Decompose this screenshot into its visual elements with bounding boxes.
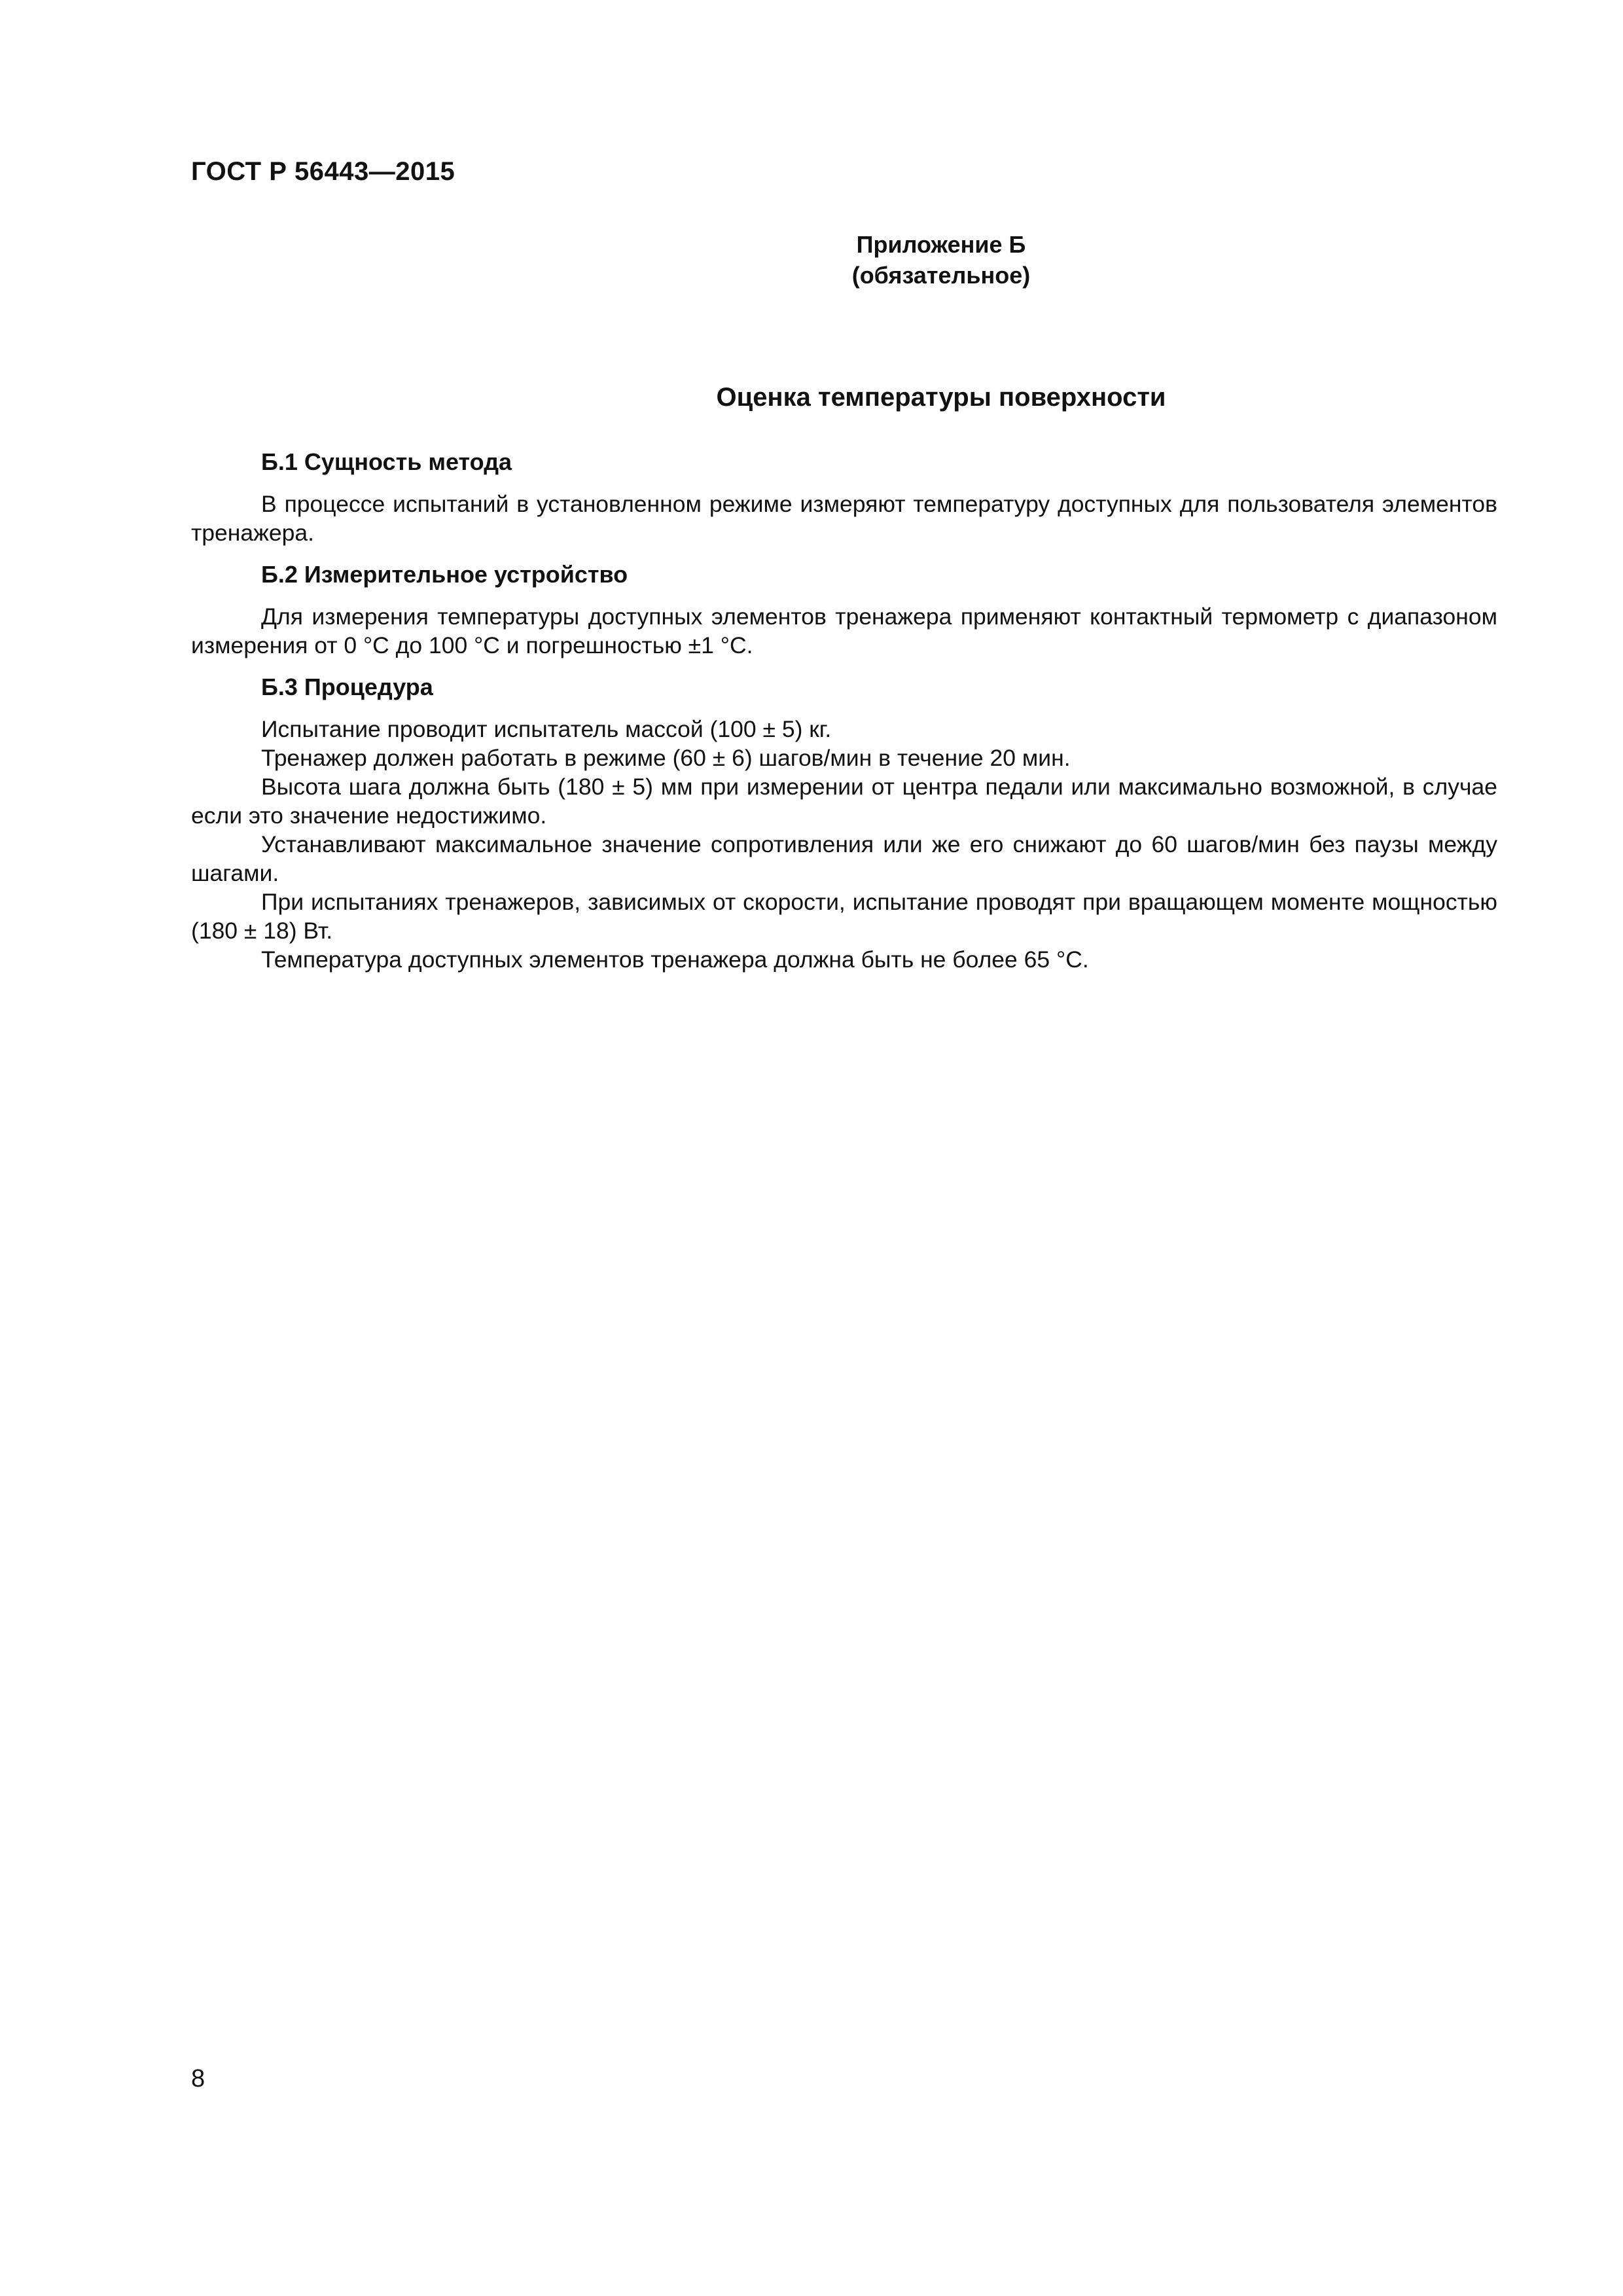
section-paragraph: В процессе испытаний в установленном режиме измеряют температуру доступных для пользователя элементов тренажера.: [191, 491, 1497, 546]
appendix-block: [191, 229, 1500, 291]
section-heading: Б.1 Сущность метода: [261, 448, 512, 475]
page-number: 8: [191, 2065, 205, 2092]
section-paragraph: При испытаниях тренажеров, зависимых от скорости, испытание проводят при вращающем моменте мощностью (180 ± 18) Вт.: [191, 889, 1497, 944]
section-heading: Б.2 Измерительное устройство: [261, 561, 628, 588]
section-b1: [191, 448, 1497, 547]
appendix-title: Приложение Б: [856, 231, 1026, 258]
document-standard-header: ГОСТ Р 56443—2015: [191, 157, 455, 186]
section-paragraph: Устанавливают максимальное значение сопротивления или же его снижают до 60 шагов/мин без паузы между шагами.: [191, 831, 1497, 886]
main-title: Оценка температуры поверхности: [716, 383, 1166, 412]
document-body: [191, 448, 1497, 974]
appendix-type: (обязательное): [851, 262, 1031, 289]
section-paragraph: Тренажер должен работать в режиме (60 ± 6) шагов/мин в течение 20 мин.: [261, 745, 1071, 771]
section-heading: Б.3 Процедура: [261, 673, 433, 700]
section-paragraph: Для измерения температуры доступных элементов тренажера применяют контактный термометр с диапазоном измерения от 0 °С до 100 °С и погрешностью ±1 °С.: [191, 603, 1497, 658]
section-paragraph: Температура доступных элементов тренажера должна быть не более 65 °С.: [261, 946, 1089, 973]
section-b2: [191, 560, 1497, 660]
section-paragraph: Высота шага должна быть (180 ± 5) мм при измерении от центра педали или максимально возможной, в случае если это значение недостижимо.: [191, 774, 1497, 829]
section-b3: [191, 673, 1497, 974]
section-paragraph: Испытание проводит испытатель массой (100 ± 5) кг.: [261, 716, 832, 742]
